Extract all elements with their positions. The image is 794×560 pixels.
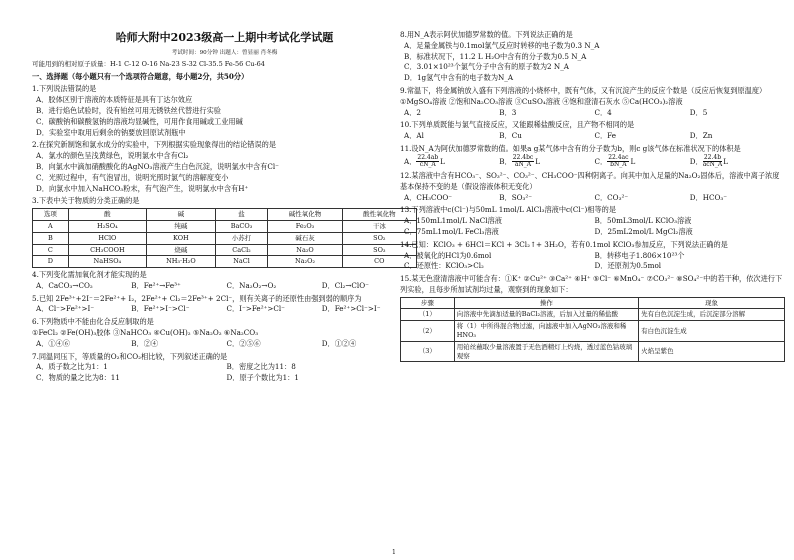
option-b: B．SO₃²⁻	[499, 192, 533, 202]
option-row	[32, 373, 417, 384]
option-a: A．被氧化的HCl为0.6mol	[404, 250, 492, 260]
table-cell: Na₂O	[268, 244, 342, 256]
option-b: B．向氯水中滴加硝酸酸化的AgNO₃溶液产生白色沉淀，说明氯水中含有Cl⁻	[36, 162, 279, 172]
option-row	[400, 193, 785, 204]
option-d: D．向氯水中加入NaHCO₃粉末，有气泡产生，说明氯水中含有H⁺	[36, 183, 249, 193]
question-7	[32, 352, 417, 384]
numerator: 22.4b	[703, 153, 722, 161]
option-b: B．Fe²⁺>I⁻>Cl⁻	[131, 304, 190, 314]
option-row	[400, 251, 785, 262]
option-a	[404, 155, 499, 169]
table-header: 盐	[215, 209, 268, 221]
table-header-row	[33, 209, 417, 221]
table-cell: C	[33, 244, 69, 256]
table-header: 操作	[454, 297, 638, 309]
table-cell: （1）	[401, 309, 455, 321]
table-header: 碱	[147, 209, 216, 221]
table-cell: 碱石灰	[268, 232, 342, 244]
table-header: 酸性氧化物	[342, 209, 416, 221]
option-a: A．2	[404, 107, 421, 117]
question-1	[32, 84, 417, 138]
option-c: C．光照过程中，有气泡冒出，说明光照时氯气的溶解度变小	[36, 172, 229, 182]
table-cell: CO	[342, 256, 416, 268]
option-b: B．Fe²⁺→Fe³⁺	[131, 280, 181, 290]
page-number: 1	[392, 549, 396, 556]
question-stem: 7.同温同压下，等质量的O₂和CO₂相比较，下列叙述正确的是	[32, 351, 228, 361]
fraction	[703, 155, 723, 169]
option-b: B．转移电子1.806×10²³个	[594, 250, 685, 260]
option-c: C．3.01×10²³个氯气分子中含有的原子数为2 N_A	[404, 62, 569, 72]
option-b: B．Cu	[499, 131, 522, 141]
table-cell: 烧碱	[147, 244, 216, 256]
option-label: B．	[499, 156, 512, 166]
option-row	[400, 108, 785, 119]
table-header: 现象	[639, 297, 785, 309]
option-row	[400, 131, 785, 142]
exam-meta: 考试时间：90分钟 出题人：曾显丽 肖冬梅	[171, 49, 278, 56]
table-cell: B	[33, 232, 69, 244]
question-stem: 15.某无色澄清溶液中可能含有：①K⁺ ②Cu²⁺ ③Ca²⁺ ④H⁺ ⑤Cl⁻ ⑥MnO₄⁻ ⑦CO₃²⁻ ⑧SO₄²⁻中的若干种，依次进行下列实验，且每步所加试剂均过量，观察到的现象如下：	[400, 274, 783, 294]
option-a: A．足量金属铁与0.1mol氯气反应时转移的电子数为0.3 N_A	[404, 40, 600, 50]
option-d: D．还原剂为0.5mol	[594, 261, 662, 271]
option-row	[400, 227, 785, 238]
option-c: C．I⁻>Fe²⁺>Cl⁻	[226, 304, 285, 314]
option-b: B．②④	[131, 338, 159, 348]
question-stem: 8.用N_A表示阿伏加德罗常数的值。下列说法正确的是	[400, 30, 573, 39]
option-c: C．②⑤⑥	[226, 338, 261, 348]
option-a: A．150mL1mol/L NaCl溶液	[404, 216, 502, 226]
numerator: 22.4ab	[417, 153, 439, 161]
table-cell: A	[33, 220, 69, 232]
question-13	[400, 205, 785, 237]
option-b: B．标准状况下，11.2 L H₂O中含有的分子数为0.5 N_A	[404, 51, 587, 61]
table-cell: NaCl	[215, 256, 268, 268]
table-header: 酸	[68, 209, 146, 221]
option-d: D．25mL2mol/L MgCl₂溶液	[594, 226, 693, 236]
table-row	[33, 220, 417, 232]
question-12	[400, 171, 785, 203]
option-a: A．Cl⁻>Fe²⁺>I⁻	[36, 304, 95, 314]
option-d: D．HCO₃⁻	[689, 192, 728, 202]
option-c: C．CO₃²⁻	[594, 192, 629, 202]
table-cell: 先有白色沉淀生成，后沉淀部分溶解	[639, 309, 785, 321]
fraction	[512, 155, 535, 169]
numerator: 22.4bc	[512, 153, 534, 161]
question-6	[32, 317, 417, 349]
option-row	[32, 304, 417, 315]
table-header-row	[401, 297, 785, 309]
denominator: cN_A	[419, 161, 436, 169]
left-column	[32, 0, 417, 384]
question-stem: 5.已知 2Fe³⁺+2I⁻＝2Fe²⁺+ I₂，2Fe²⁺+ Cl₂＝2Fe³⁺+ 2Cl⁻，则有关离子的还原性由强到弱的顺序为	[32, 293, 362, 303]
option-c: C．物质的量之比为8：11	[36, 373, 120, 383]
option-c: C．75mL1mol/L FeCl₃溶液	[404, 226, 499, 236]
option-d	[690, 155, 785, 169]
table-cell: HClO	[68, 232, 146, 244]
question-11	[400, 144, 785, 169]
option-d: D．5	[689, 107, 708, 117]
option-a: A．CH₃COO⁻	[404, 192, 453, 202]
option-d: D．Fe²⁺>Cl⁻>I⁻	[321, 304, 381, 314]
right-column	[400, 0, 785, 364]
option-d: D．实验室中取用后剩余的钠要放回原试剂瓶中	[36, 127, 186, 137]
question-stem: 6.下列物质中不能由化合反应制取的是	[32, 317, 154, 327]
table-cell: D	[33, 256, 69, 268]
experiment-table	[400, 297, 785, 363]
table-row	[401, 309, 785, 321]
question-items: ①MgSO₄溶液 ②饱和Na₂CO₃溶液 ③CuSO₄溶液 ④饱和澄清石灰水 ⑤Ca(HCO₃)₂溶液	[400, 96, 683, 106]
unit: L	[440, 156, 445, 166]
table-header: 碱性氧化物	[268, 209, 342, 221]
table-cell: 纯碱	[147, 220, 216, 232]
question-stem: 11.设N_A为阿伏加德罗常数的值。如果a g某气体中含有的分子数为b，则c g该气体在标准状况下的体积是	[400, 143, 741, 153]
fraction	[416, 155, 439, 169]
table-cell: SO₂	[342, 232, 416, 244]
option-label: C．	[594, 156, 608, 166]
denominator: acN_A	[702, 161, 723, 169]
question-9	[400, 86, 785, 118]
table-cell: Na₂O₂	[268, 256, 342, 268]
option-c	[595, 155, 690, 169]
option-c: C．碳酸钠和碳酸氢钠的溶液均显碱性，可用作食用碱或工业用碱	[36, 116, 243, 126]
table-cell: SO₃	[342, 244, 416, 256]
option-d: D．Cl₂→ClO⁻	[321, 280, 369, 290]
option-c: C．还原性：KClO₃>Cl₂	[404, 261, 484, 271]
option-d: D．1g氢气中含有的电子数为N_A	[404, 73, 514, 83]
question-8	[400, 30, 785, 84]
option-a: A．氯水的颜色呈浅黄绿色，说明氯水中含有Cl₂	[36, 151, 189, 161]
option-row	[32, 362, 417, 373]
table-cell: H₂SO₄	[68, 220, 146, 232]
question-stem: 4.下列变化需加氧化剂才能实现的是	[32, 270, 147, 280]
option-d: D．①②④	[321, 338, 357, 348]
option-d: D．Zn	[689, 131, 713, 141]
option-a: A．①④⑥	[36, 338, 70, 348]
option-b: B．3	[499, 107, 517, 117]
option-row	[400, 216, 785, 227]
option-c: C．4	[594, 107, 612, 117]
question-2	[32, 140, 417, 194]
table-cell: 火焰呈紫色	[639, 341, 785, 362]
option-d: D．原子个数比为1：1	[226, 373, 299, 383]
table-row	[33, 232, 417, 244]
question-stem: 9.常温下，将金属钠放入盛有下列溶液的小烧杯中，既有气体，又有沉淀产生的反应个数是（反应后恢复到原温度）	[400, 85, 767, 95]
table-cell: 有白色沉淀生成	[639, 321, 785, 342]
question-4	[32, 270, 417, 292]
question-10	[400, 120, 785, 142]
table-cell: 向溶液中先滴加适量的BaCl₂溶液，后加入过量的稀盐酸	[454, 309, 638, 321]
option-row	[400, 261, 785, 272]
question-5	[32, 294, 417, 316]
question-15	[400, 274, 785, 362]
unit: L	[723, 156, 729, 166]
page-title: 哈师大附中2023级高一上期中考试化学试题	[115, 31, 334, 44]
question-14	[400, 240, 785, 272]
table-row	[33, 256, 417, 268]
option-a: A．CaCO₃→CO₂	[36, 280, 93, 290]
unit: L	[535, 156, 541, 166]
fraction	[607, 155, 629, 169]
option-a: A．Al	[404, 131, 424, 141]
table-cell: 干冰	[342, 220, 416, 232]
option-row	[32, 281, 417, 292]
option-row	[400, 155, 785, 169]
atomic-masses: 可能用到的相对原子质量：H-1 C-12 O-16 Na-23 S-32 Cl-35.5 Fe-56 Cu-64	[32, 59, 265, 68]
denominator: bN_A	[610, 161, 627, 169]
table-cell: BaCO₃	[215, 220, 268, 232]
table-cell: 将（1）中所得混合物过滤，向滤液中加入AgNO₃溶液和稀HNO₃	[454, 321, 638, 342]
option-b: B．进行焰色试验时，没有铂丝可用无锈铁丝代替进行实验	[36, 106, 221, 116]
table-cell: KOH	[147, 232, 216, 244]
table-cell: NaHSO₄	[68, 256, 146, 268]
question-stem: 13.下列溶液中c(Cl⁻)与50mL 1mol/L AlCl₃溶液中c(Cl⁻)相等的是	[400, 205, 617, 215]
option-label: A．	[404, 156, 417, 166]
question-stem: 10.下列单质既能与氯气直接反应，又能跟稀盐酸反应，且产物不相同的是	[400, 120, 635, 130]
table-cell: Fe₂O₃	[268, 220, 342, 232]
table-row	[401, 321, 785, 342]
unit: L	[630, 156, 636, 166]
option-b	[499, 155, 594, 169]
option-row	[32, 339, 417, 350]
question-items: ①FeCl₂ ②Fe(OH)₃胶体 ③NaHCO₃ ④Cu(OH)₂ ⑤Na₂O₂ ⑥Na₂CO₃	[32, 328, 259, 338]
table-cell: （2）	[401, 321, 455, 342]
section-heading: 一、选择题（每小题只有一个选项符合题意，每小题2分，共50分）	[32, 71, 249, 81]
option-b: B．50mL3mol/L KClO₃溶液	[594, 216, 692, 226]
question-stem: 12.某溶液中含有HCO₃⁻、SO₃²⁻、CO₃²⁻、CH₃COO⁻四种阴离子。向其中加入足量的Na₂O₂固体后，溶液中离子浓度基本保持不变的是（假设溶液体积无变化）	[400, 170, 780, 191]
numerator: 22.4ac	[608, 153, 629, 161]
table-row	[33, 244, 417, 256]
option-b: B．密度之比为11：8	[226, 362, 296, 372]
table-cell: （3）	[401, 341, 455, 362]
denominator: aN_A	[514, 161, 532, 169]
table-cell: 小苏打	[215, 232, 268, 244]
option-a: A．胶体区别于溶液的本质特征是具有丁达尔效应	[36, 95, 193, 105]
option-c: C．Na₂O₂→O₂	[226, 280, 277, 290]
table-row	[401, 341, 785, 362]
question-stem: 14.已知：KClO₃ + 6HCl＝KCl + 3Cl₂↑+ 3H₂O，若有0.1mol KClO₃参加反应，下列说法正确的是	[400, 239, 728, 249]
option-c: C．Fe	[594, 131, 617, 141]
table-cell: CaCl₂	[215, 244, 268, 256]
table-cell: 用铂丝蘸取少量溶液置于无色酒精灯上灼烧，透过蓝色钴玻璃观察	[454, 341, 638, 362]
table-cell: NH₃·H₂O	[147, 256, 216, 268]
table-header: 步骤	[401, 297, 455, 309]
question-stem: 1.下列说法错误的是	[32, 84, 97, 94]
classification-table	[32, 208, 417, 268]
table-header: 选项	[33, 209, 69, 221]
question-3	[32, 196, 417, 268]
question-stem: 2.在探究新制饱和氯水成分的实验中，下列根据实验现象得出的结论错误的是	[32, 140, 277, 150]
table-cell: CH₃COOH	[68, 244, 146, 256]
question-stem: 3.下表中关于物质的分类正确的是	[32, 196, 140, 206]
option-a: A．质子数之比为1：1	[36, 362, 108, 372]
option-label: D．	[689, 156, 703, 166]
